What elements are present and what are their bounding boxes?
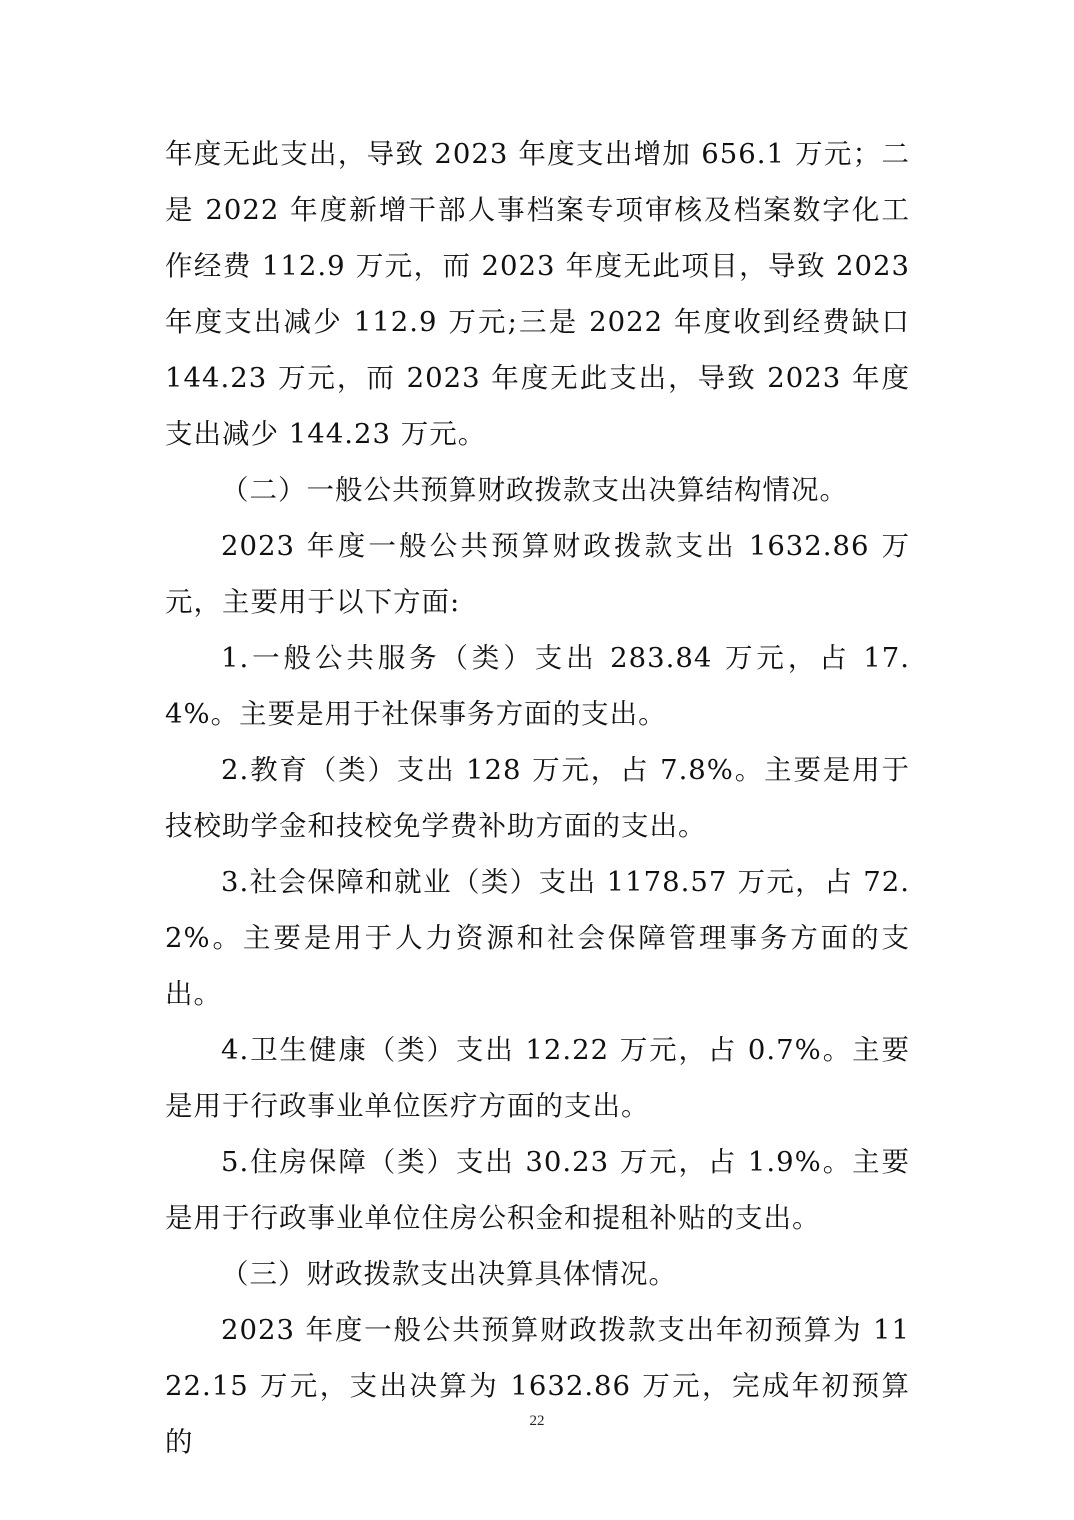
paragraph-continuation: 年度无此支出，导致 2023 年度支出增加 656.1 万元；二是 2022 年度新增干部人事档案专项审核及档案数字化工作经费 112.9 万元，而 2023 年度无此项目，导致 2023 年度支出减少 112.9 万元;三是 2022 年度收到经费缺口 144.23 万元，而 2023 年度无此支出，导致 2023 年度支出减少 144.23 万元。	[165, 138, 910, 450]
document-body	[165, 126, 910, 1470]
section-heading-3: （三）财政拨款支出决算具体情况。	[221, 1258, 677, 1290]
page-number: 22	[529, 1413, 545, 1429]
list-item-4: 4.卫生健康（类）支出 12.22 万元，占 0.7%。主要是用于行政事业单位医疗方面的支出。	[165, 1034, 910, 1122]
list-item-3: 3.社会保障和就业（类）支出 1178.57 万元，占 72.2%。主要是用于人力资源和社会保障管理事务方面的支出。	[165, 866, 910, 1010]
list-item-2: 2.教育（类）支出 128 万元，占 7.8%。主要是用于技校助学金和技校免学费补助方面的支出。	[165, 754, 910, 842]
section-heading-2: （二）一般公共预算财政拨款支出决算结构情况。	[221, 474, 848, 506]
paragraph-budget: 2023 年度一般公共预算财政拨款支出年初预算为 1122.15 万元，支出决算为 1632.86 万元，完成年初预算的	[165, 1314, 910, 1458]
paragraph-summary: 2023 年度一般公共预算财政拨款支出 1632.86 万元，主要用于以下方面:	[165, 530, 910, 618]
list-item-1: 1.一般公共服务（类）支出 283.84 万元，占 17.4%。主要是用于社保事务方面的支出。	[165, 642, 910, 730]
list-item-5: 5.住房保障（类）支出 30.23 万元，占 1.9%。主要是用于行政事业单位住房公积金和提租补贴的支出。	[165, 1146, 910, 1234]
